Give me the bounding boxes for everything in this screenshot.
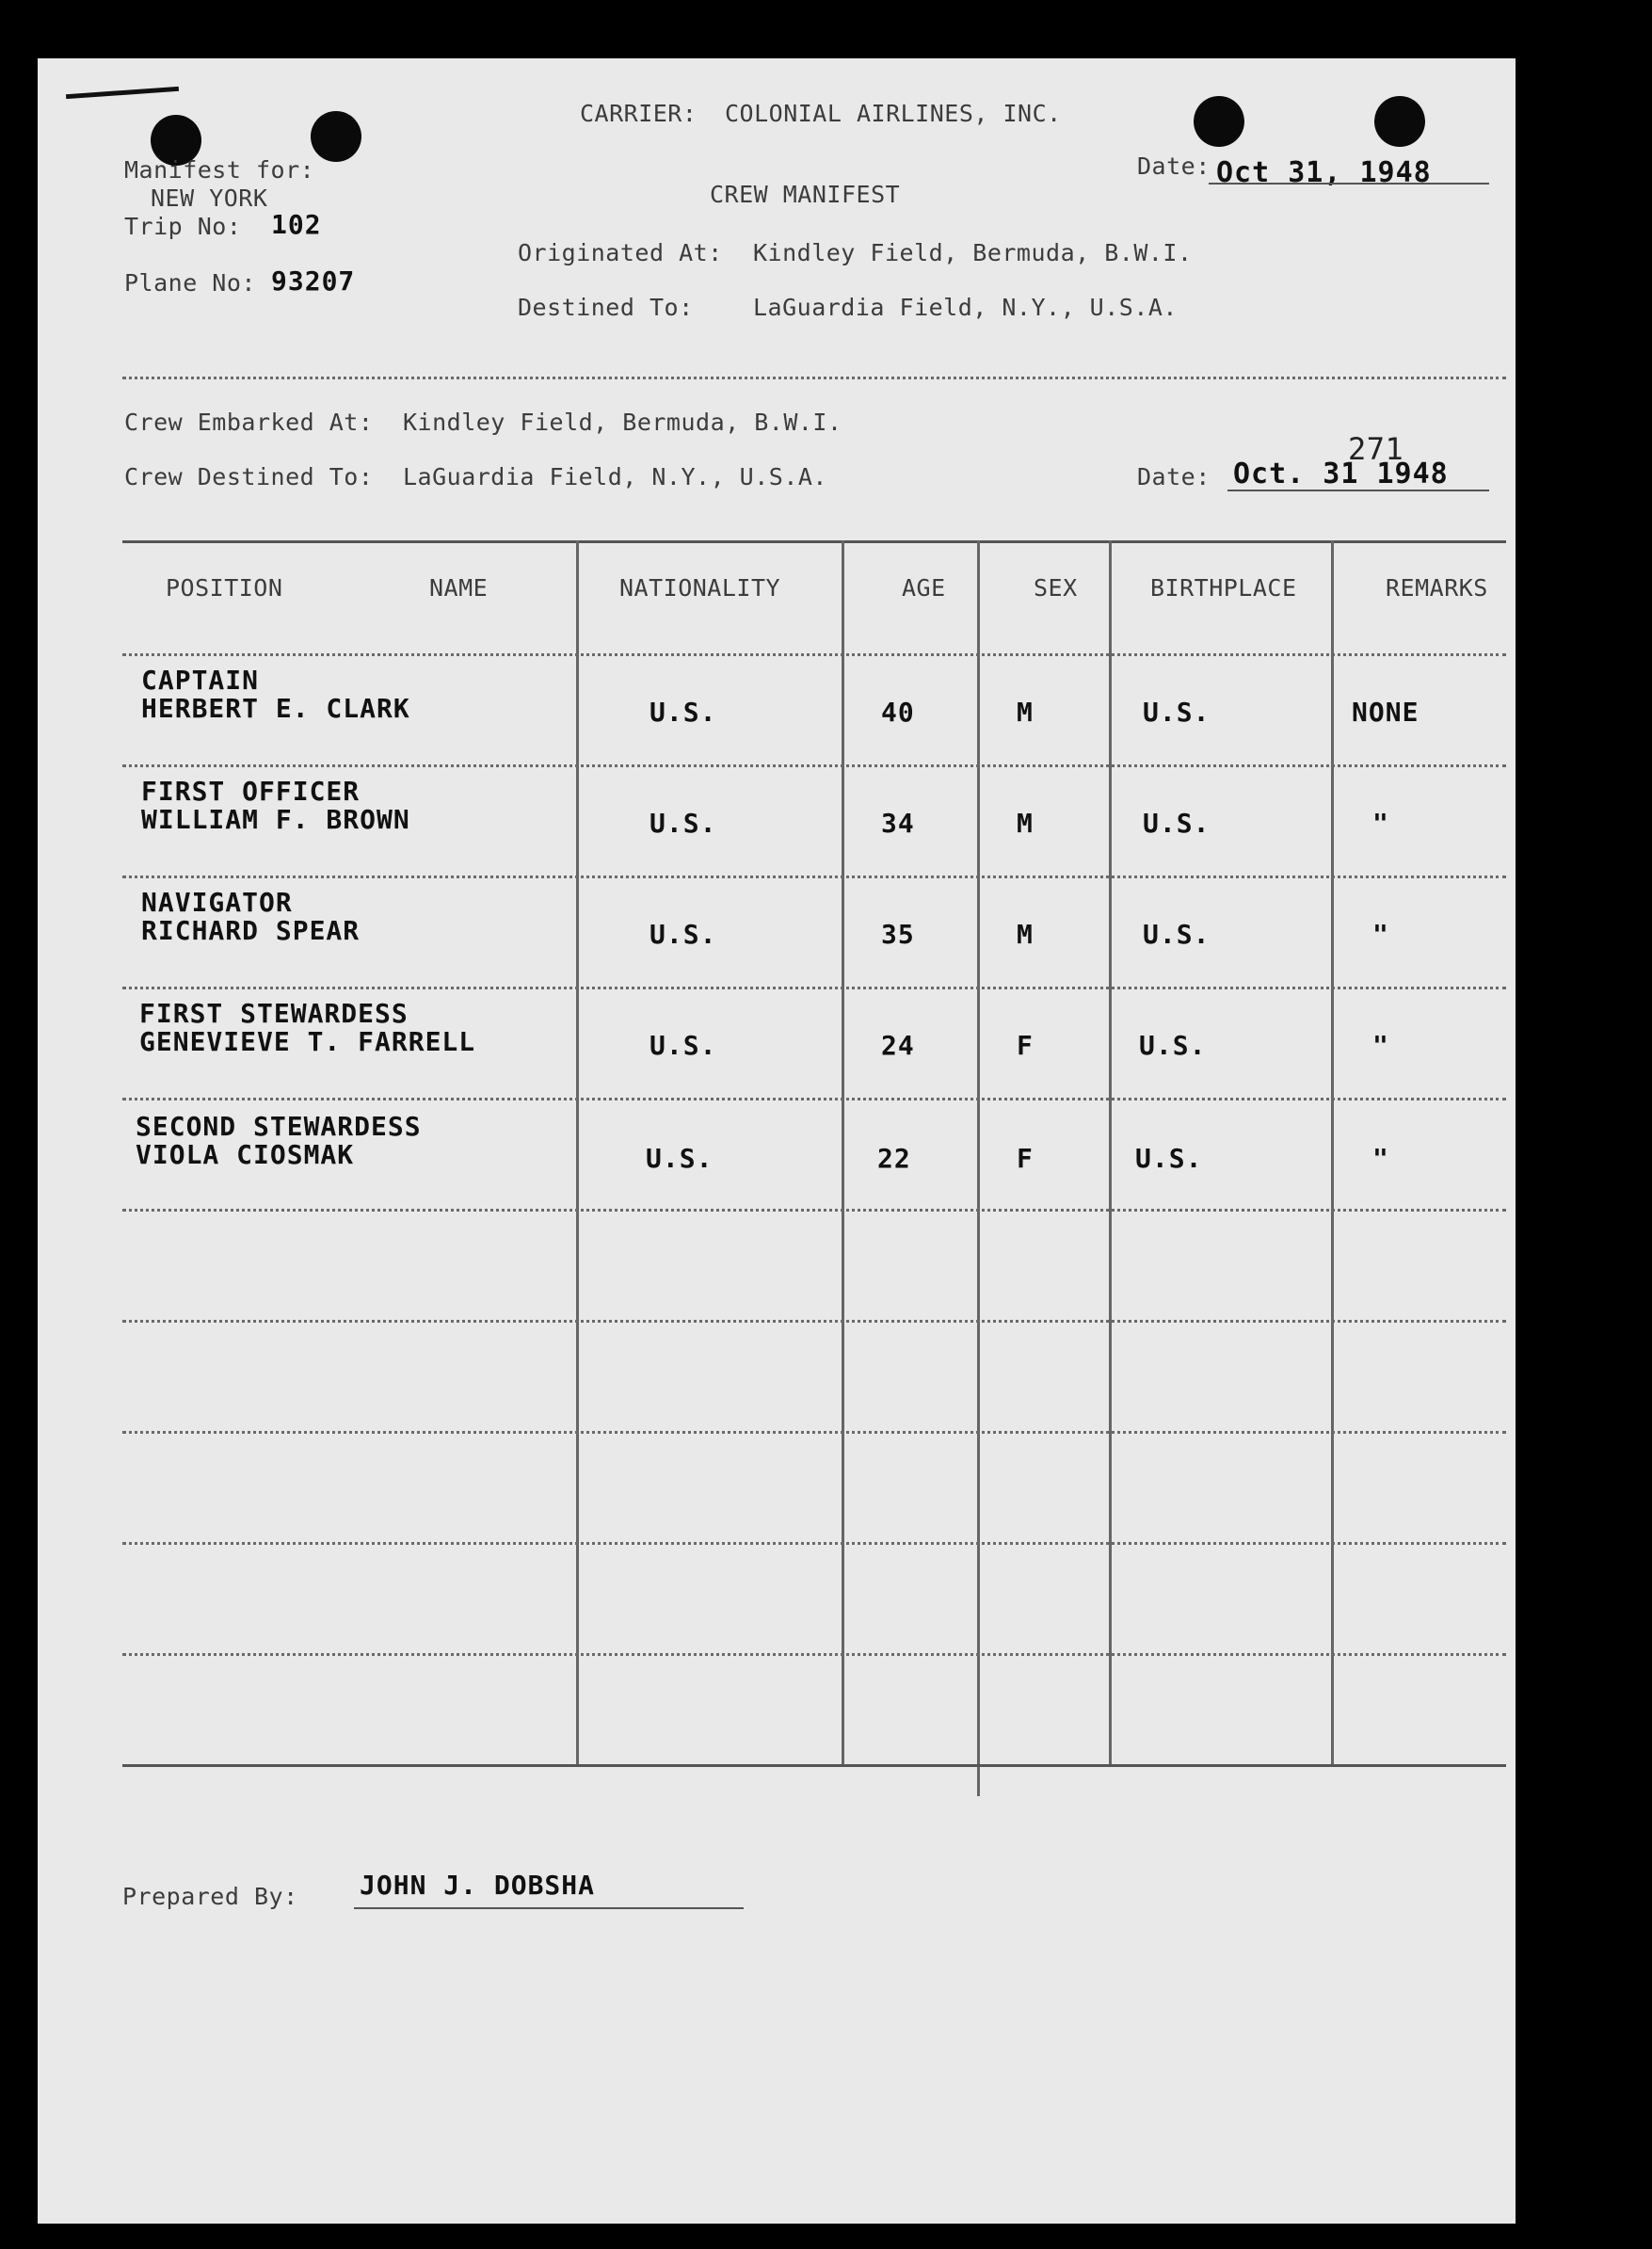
punch-hole xyxy=(1194,96,1244,147)
row-position: CAPTAIN xyxy=(141,665,260,696)
plane-label: Plane No: xyxy=(124,269,256,297)
column-divider xyxy=(977,540,980,1796)
row-rule xyxy=(122,1542,1506,1545)
header-age: AGE xyxy=(902,574,946,602)
row-birthplace: U.S. xyxy=(1135,1143,1203,1174)
punch-hole xyxy=(311,111,361,162)
row-nationality: U.S. xyxy=(650,1030,717,1061)
originated-label: Originated At: xyxy=(518,239,723,266)
row-name: WILLIAM F. BROWN xyxy=(141,804,410,835)
staple-mark xyxy=(66,87,179,99)
row-sex: M xyxy=(1017,697,1034,728)
row-remarks: " xyxy=(1372,808,1389,839)
row-birthplace: U.S. xyxy=(1143,808,1211,839)
document-title: CREW MANIFEST xyxy=(710,181,901,208)
header-bottom-rule xyxy=(122,653,1506,656)
plane-value: 93207 xyxy=(271,265,356,297)
row-rule xyxy=(122,1209,1506,1212)
row-nationality: U.S. xyxy=(646,1143,714,1174)
row-nationality: U.S. xyxy=(650,697,717,728)
originated-value: Kindley Field, Bermuda, B.W.I. xyxy=(753,239,1193,266)
row-remarks: NONE xyxy=(1352,697,1419,728)
manifest-for-label: Manifest for: xyxy=(124,156,315,184)
signature-underline xyxy=(354,1907,744,1909)
crew-destined-label: Crew Destined To: xyxy=(124,463,374,490)
column-divider xyxy=(1109,540,1112,1764)
row-sex: F xyxy=(1017,1030,1034,1061)
column-divider xyxy=(576,540,579,1764)
header-nationality: NATIONALITY xyxy=(619,574,781,602)
row-rule xyxy=(122,1320,1506,1323)
prepared-label: Prepared By: xyxy=(122,1883,298,1910)
embarked-label: Crew Embarked At: xyxy=(124,409,374,436)
row-remarks: " xyxy=(1372,1143,1389,1174)
crew-date-label: Date: xyxy=(1137,463,1211,490)
row-age: 40 xyxy=(881,697,915,728)
row-rule xyxy=(122,1431,1506,1434)
row-name: VIOLA CIOSMAK xyxy=(136,1139,355,1170)
row-rule xyxy=(122,987,1506,989)
row-nationality: U.S. xyxy=(650,808,717,839)
header-sex: SEX xyxy=(1034,574,1078,602)
crew-date-value: Oct. 31 1948 xyxy=(1233,458,1449,490)
crew-date-underline xyxy=(1227,490,1489,491)
date-label: Date: xyxy=(1137,153,1211,180)
row-birthplace: U.S. xyxy=(1143,697,1211,728)
row-birthplace: U.S. xyxy=(1143,919,1211,950)
manifest-sheet xyxy=(38,58,1516,2224)
manifest-for-value: NEW YORK xyxy=(151,185,268,212)
table-bottom-rule xyxy=(122,1764,1506,1767)
row-rule xyxy=(122,876,1506,878)
row-rule xyxy=(122,1653,1506,1656)
table-top-rule xyxy=(122,540,1506,543)
carrier-label: CARRIER: xyxy=(580,100,698,127)
row-position: SECOND STEWARDESS xyxy=(136,1111,422,1142)
row-sex: F xyxy=(1017,1143,1034,1174)
embarked-value: Kindley Field, Bermuda, B.W.I. xyxy=(403,409,842,436)
row-position: FIRST STEWARDESS xyxy=(139,998,409,1029)
row-age: 34 xyxy=(881,808,915,839)
trip-value: 102 xyxy=(271,209,322,240)
date-value: Oct 31, 1948 xyxy=(1216,156,1432,189)
divider xyxy=(122,377,1506,379)
row-sex: M xyxy=(1017,808,1034,839)
header-remarks: REMARKS xyxy=(1386,574,1488,602)
row-position: FIRST OFFICER xyxy=(141,776,361,807)
row-birthplace: U.S. xyxy=(1139,1030,1207,1061)
page-number: 271 xyxy=(1348,431,1404,467)
row-remarks: " xyxy=(1372,919,1389,950)
date-underline xyxy=(1209,183,1489,185)
header-birthplace: BIRTHPLACE xyxy=(1150,574,1297,602)
destined-value: LaGuardia Field, N.Y., U.S.A. xyxy=(753,294,1178,321)
header-position: POSITION xyxy=(166,574,283,602)
punch-hole xyxy=(1374,96,1425,147)
column-divider xyxy=(1331,540,1334,1764)
row-name: HERBERT E. CLARK xyxy=(141,693,410,724)
prepared-value: JOHN J. DOBSHA xyxy=(360,1870,596,1901)
row-rule xyxy=(122,1098,1506,1100)
row-position: NAVIGATOR xyxy=(141,887,293,918)
trip-label: Trip No: xyxy=(124,213,242,240)
carrier-name: COLONIAL AIRLINES, INC. xyxy=(725,100,1062,127)
row-remarks: " xyxy=(1372,1030,1389,1061)
row-age: 22 xyxy=(877,1143,911,1174)
row-nationality: U.S. xyxy=(650,919,717,950)
row-age: 35 xyxy=(881,919,915,950)
row-name: GENEVIEVE T. FARRELL xyxy=(139,1026,476,1057)
column-divider xyxy=(842,540,844,1764)
row-age: 24 xyxy=(881,1030,915,1061)
row-name: RICHARD SPEAR xyxy=(141,915,361,946)
header-name: NAME xyxy=(429,574,489,602)
row-sex: M xyxy=(1017,919,1034,950)
destined-label: Destined To: xyxy=(518,294,694,321)
crew-destined-value: LaGuardia Field, N.Y., U.S.A. xyxy=(403,463,827,490)
row-rule xyxy=(122,764,1506,767)
